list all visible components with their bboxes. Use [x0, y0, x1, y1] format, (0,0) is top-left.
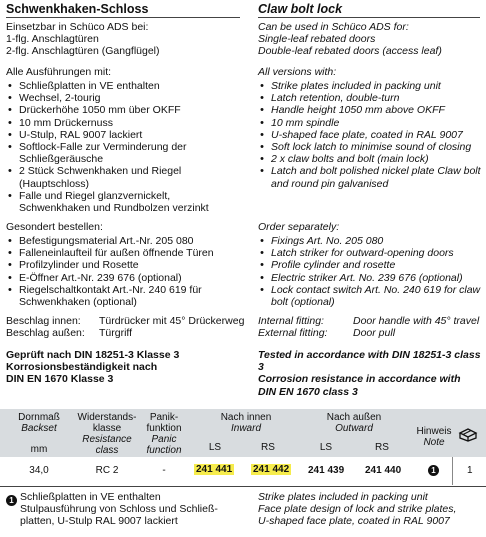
column-divider [452, 457, 453, 485]
footnote-line: platten, U-Stulp RAL 9007 lackiert [20, 515, 178, 528]
fitting-key: External fitting: [258, 327, 328, 340]
tested-line: Korrosionsbeständigkeit nach [6, 361, 158, 374]
tested-line: Geprüft nach DIN 18251-3 Klasse 3 [6, 349, 180, 361]
cell-qty: 1 [467, 465, 473, 476]
list-item: • Wechsel, 2-tourig [6, 92, 241, 104]
header-text: Resistance [82, 434, 132, 445]
header-note [412, 426, 456, 448]
title-rule-right [258, 17, 480, 18]
title-en: Claw bolt lock [258, 2, 343, 16]
footnote-line: Strike plates included in packing unit [258, 491, 428, 503]
list-item: • 10 mm Drückernuss [6, 117, 241, 129]
cell-backset: 34,0 [29, 465, 49, 476]
list-item: • Electric striker Art. No. 239 676 (optional) [258, 272, 486, 284]
article-number-highlight: 241 442 [253, 464, 290, 475]
tested-line: DIN EN 1670 Klasse 3 [6, 373, 114, 386]
fitting-value: Türdrücker mit 45° Drückerweg [99, 315, 245, 327]
intro-en [258, 21, 442, 58]
list-item: • Riegelschaltkontakt Art.-Nr. 240 619 für Schwenkhaken (optional) [6, 284, 241, 308]
tested-line: DIN EN 1670 class 3 [258, 385, 358, 398]
footnote-en [258, 491, 484, 528]
header-rs-inward: RS [261, 442, 275, 453]
fitting-value: Door handle with 45° travel [353, 315, 480, 327]
list-item: • Falleneinlaufteil für außen öffnende Türen [6, 247, 241, 259]
header-text: klasse [92, 423, 122, 434]
header-outward [304, 412, 404, 434]
list-item: • Befestigungsmaterial Art.-Nr. 205 080 [6, 235, 241, 247]
intro-line: Single-leaf rebated doors [258, 33, 376, 46]
cell-inward-rs [251, 464, 291, 475]
order-title-en: Order separately: [258, 221, 340, 233]
list-item: • Latch striker for outward-opening doors [258, 247, 486, 259]
features-en [258, 80, 486, 190]
fitting-en [258, 315, 486, 339]
title-rule-left [6, 17, 240, 18]
header-text: Dornmaß [18, 412, 60, 423]
note-marker: 1 [428, 465, 439, 476]
intro-line: 1-flg. Anschlagtüren [6, 33, 99, 46]
header-text: class [95, 445, 119, 456]
list-item: • 10 mm spindle [258, 117, 486, 129]
footnote-line: Schließplatten in VE enthalten [20, 491, 161, 503]
header-ls-outward: LS [319, 442, 333, 453]
tested-en [258, 349, 486, 398]
fitting-key: Internal fitting: [258, 315, 324, 327]
tested-line: Corrosion resistance in accordance with [258, 373, 461, 386]
all-versions-de: Alle Ausführungen mit: [6, 66, 112, 78]
order-title-de: Gesondert bestellen: [6, 221, 103, 233]
fitting-key: Beschlag außen: [6, 327, 85, 340]
list-item: • U-shaped face plate, coated in RAL 9007 [258, 129, 486, 141]
header-inward [196, 412, 296, 434]
list-item: • Latch retention, double-turn [258, 92, 486, 104]
list-item: • Fixings Art. No. 205 080 [258, 235, 486, 247]
footnote-line: U-shaped face plate, coated in RAL 9007 [258, 515, 450, 528]
features-de [6, 80, 241, 214]
list-item: • 2 x claw bolts and bolt (main lock) [258, 153, 486, 165]
intro-line: Can be used in Schüco ADS for: [258, 21, 409, 33]
header-text: Panik- [149, 412, 179, 423]
header-text: Nach innen [220, 412, 272, 423]
header-text: Widerstands- [77, 412, 137, 423]
footnote-marker [6, 490, 17, 508]
header-text: Panic [151, 434, 177, 445]
order-en [258, 235, 486, 308]
header-text: Outward [335, 423, 373, 434]
list-item: • Soft lock latch to minimise sound of closing [258, 141, 486, 153]
cell-panic: - [162, 465, 166, 476]
tested-de [6, 349, 179, 386]
header-panic [138, 412, 190, 456]
tested-line: Tested in accordance with DIN 18251-3 class 3 [258, 349, 481, 374]
header-text: Note [423, 437, 445, 448]
order-de [6, 235, 241, 308]
header-text: Inward [230, 423, 261, 434]
list-item: • 2 Stück Schwenkhaken und Riegel (Hauptschloss) [6, 165, 241, 189]
product-table [0, 409, 486, 485]
list-item: • Drückerhöhe 1050 mm über OKFF [6, 104, 241, 116]
fitting-value: Door pull [353, 327, 396, 340]
cell-note [428, 465, 439, 476]
cell-outward-rs: 241 440 [365, 465, 402, 476]
list-item: • Profilzylinder und Rosette [6, 259, 241, 271]
article-number-highlight: 241 441 [196, 464, 233, 475]
intro-de [6, 21, 160, 58]
fitting-value: Türgriff [99, 327, 133, 340]
cell-outward-ls: 241 439 [308, 465, 345, 476]
header-text: Backset [21, 423, 57, 434]
list-item: • Latch and bolt polished nickel plate Claw bolt and round pin galvanised [258, 165, 486, 189]
fitting-de [6, 315, 246, 339]
fitting-key: Beschlag innen: [6, 315, 81, 327]
header-text: Nach außen [326, 412, 382, 423]
all-versions-en: All versions with: [258, 66, 337, 78]
list-item: • Handle height 1050 mm above OKFF [258, 104, 486, 116]
list-item: • U-Stulp, RAL 9007 lackiert [6, 129, 241, 141]
header-rs-outward: RS [375, 442, 389, 453]
note-marker: 1 [6, 495, 17, 506]
list-item: • Schließplatten in VE enthalten [6, 80, 241, 92]
header-text: function [146, 445, 182, 456]
header-text: Hinweis [416, 426, 452, 437]
list-item: • Profile cylinder and rosette [258, 259, 486, 271]
footnote-line: Face plate design of lock and strike plates, [258, 503, 457, 516]
footnote-de [20, 491, 250, 528]
list-item: • E-Öffner Art.-Nr. 239 676 (optional) [6, 272, 241, 284]
list-item: • Falle und Riegel glanzvernickelt, Schwenkhaken und Rundbolzen verzinkt [6, 190, 241, 214]
header-text: mm [30, 444, 48, 455]
intro-line: Einsetzbar in Schüco ADS bei: [6, 21, 149, 33]
header-text: funktion [146, 423, 182, 434]
header-resistance [72, 412, 142, 456]
title-de: Schwenkhaken-Schloss [6, 2, 149, 16]
header-backset [14, 412, 64, 455]
footnote-line: Stulpausführung von Schloss und Schließ- [20, 503, 218, 516]
header-ls-inward: LS [208, 442, 222, 453]
list-item: • Strike plates included in packing unit [258, 80, 486, 92]
cell-inward-ls [194, 464, 234, 475]
cell-class: RC 2 [95, 465, 119, 476]
intro-line: Double-leaf rebated doors (access leaf) [258, 45, 442, 58]
packing-unit-icon [458, 428, 478, 442]
table-bottom-rule [0, 486, 486, 487]
intro-line: 2-flg. Anschlagtüren (Gangflügel) [6, 45, 160, 58]
list-item: • Lock contact switch Art. No. 240 619 for claw bolt (optional) [258, 284, 486, 308]
list-item: • Softlock-Falle zur Verminderung der Schließgeräusche [6, 141, 241, 165]
